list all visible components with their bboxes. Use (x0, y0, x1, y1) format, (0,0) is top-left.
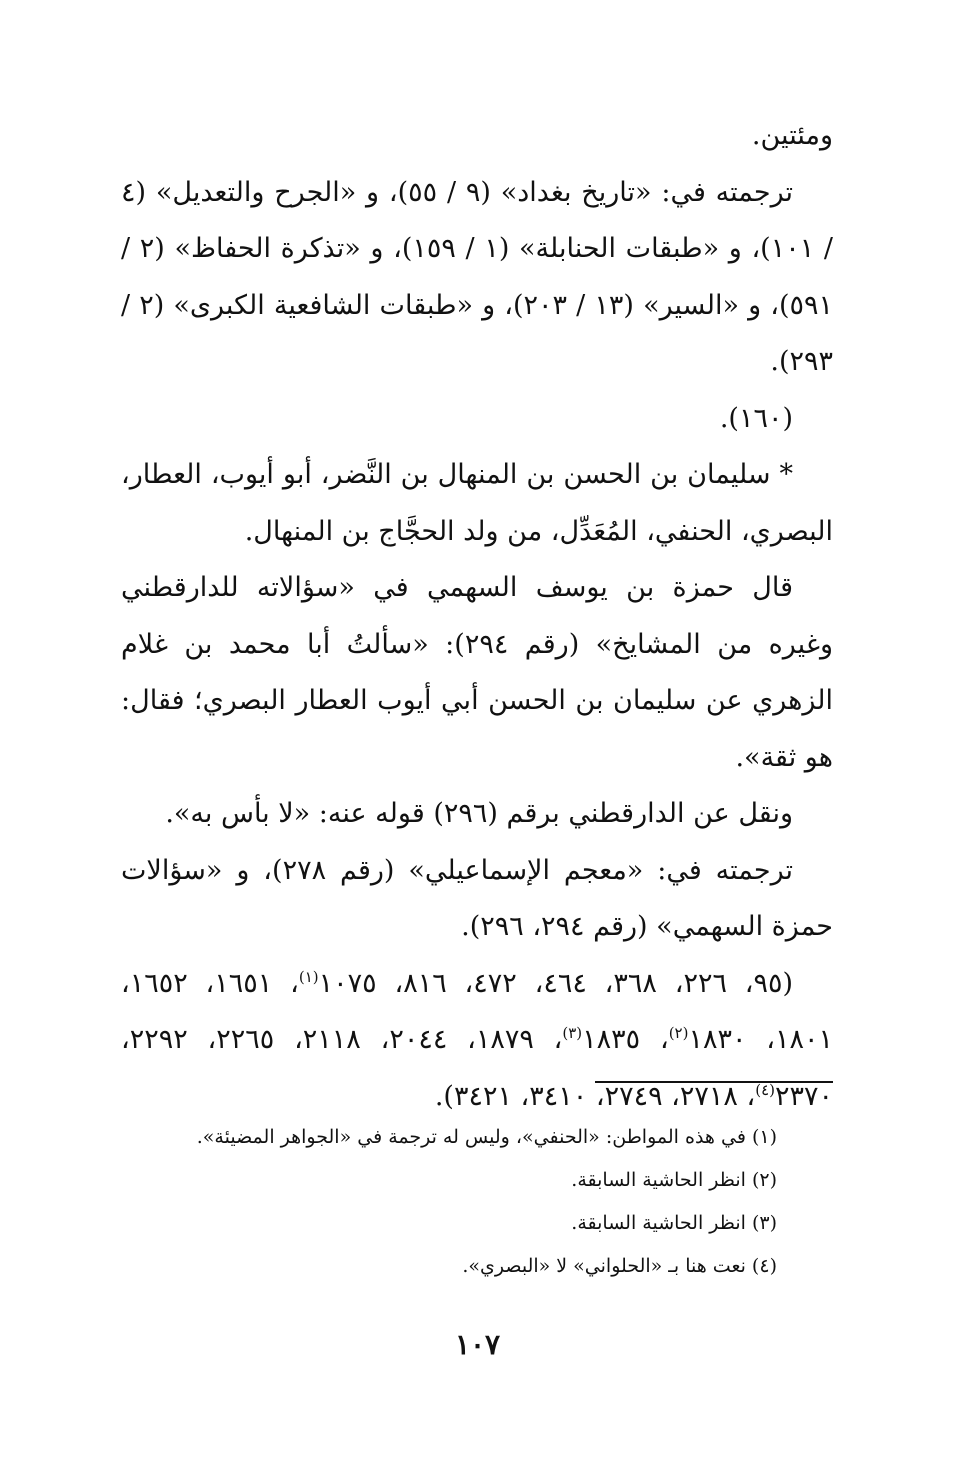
footnote-marker-1: (١) (298, 967, 319, 986)
paragraph-sources-2: ترجمته في: «معجم الإسماعيلي» (رقم ٢٧٨)، و «سؤالات حمزة السهمي» (رقم ٢٩٤، ٢٩٦). (121, 854, 833, 942)
main-text-block (121, 108, 833, 1125)
footnote-3: (٣) انظر الحاشية السابقة. (571, 1212, 777, 1234)
footnotes-block (117, 1116, 777, 1288)
paragraph-biography-heading: * سليمان بن الحسن بن المنهال بن النَّضر، أبو أيوب، العطار، البصري، الحنفي، المُعَدِّل، من ولد الحجَّاج بن المنهال. (121, 459, 833, 547)
footnote-separator (595, 1081, 833, 1083)
references-part-5: ، ٢٧١٨، ٢٧٤٩، ٣٤١٠، ٣٤٢١). (434, 1080, 756, 1112)
footnote-4: (٤) نعت هنا بـ «الحلواني» لا «البصري». (462, 1255, 777, 1277)
paragraph-entry-number: (١٦٠). (719, 402, 793, 434)
paragraph-sources: ترجمته في: «تاريخ بغداد» (٩ / ٥٥)، و «الجرح والتعديل» (٤ / ١٠١)، و «طبقات الحنابلة» (١ / ١٥٩)، و «تذكرة الحفاظ» (٢ / ٥٩١)، و «السير» (١٣ / ٢٠٣)، و «طبقات الشافعية الكبرى» (٢ / ٢٩٣). (121, 176, 834, 377)
footnote-marker-4: (٤) (755, 1080, 775, 1099)
references-part-2: ، ١٦٥١، ١٦٥٢، ١٨٠١، ١٨٣٠ (121, 967, 834, 1055)
paragraph-quote: قال حمزة بن يوسف السهمي في «سؤالاته للدارقطني وغيره من المشايخ» (رقم ٢٩٤): «سألتُ أبا محمد بن غلام الزهري عن سليمان بن الحسن أبي أيوب العطار البصري؛ فقال: هو ثقة». (121, 572, 833, 773)
page-number: ١٠٧ (454, 1328, 501, 1361)
paragraph-continuation: ومئتين. (751, 120, 833, 151)
footnote-marker-3: (٣) (562, 1024, 583, 1042)
footnote-1: (١) في هذه المواطن: «الحنفي»، وليس له ترجمة في «الجواهر المضيئة». (196, 1126, 777, 1148)
references-part-4: ، ١٨٧٩، ٢٠٤٤، ٢١١٨، ٢٢٦٥، ٢٢٩٢، ٢٣٧٠ (121, 1024, 833, 1112)
paragraph-references (121, 956, 833, 1126)
references-part-1: (٩٥، ٢٢٦، ٣٦٨، ٤٦٤، ٤٧٢، ٨١٦، ١٠٧٥ (318, 967, 794, 999)
paragraph-daraqutni: ونقل عن الدارقطني برقم (٢٩٦) قوله عنه: «لا بأس به». (165, 798, 793, 829)
footnote-2: (٢) انظر الحاشية السابقة. (571, 1169, 777, 1191)
footnote-marker-2: (٢) (668, 1024, 689, 1042)
references-part-3: ، ١٨٣٥ (582, 1024, 669, 1055)
